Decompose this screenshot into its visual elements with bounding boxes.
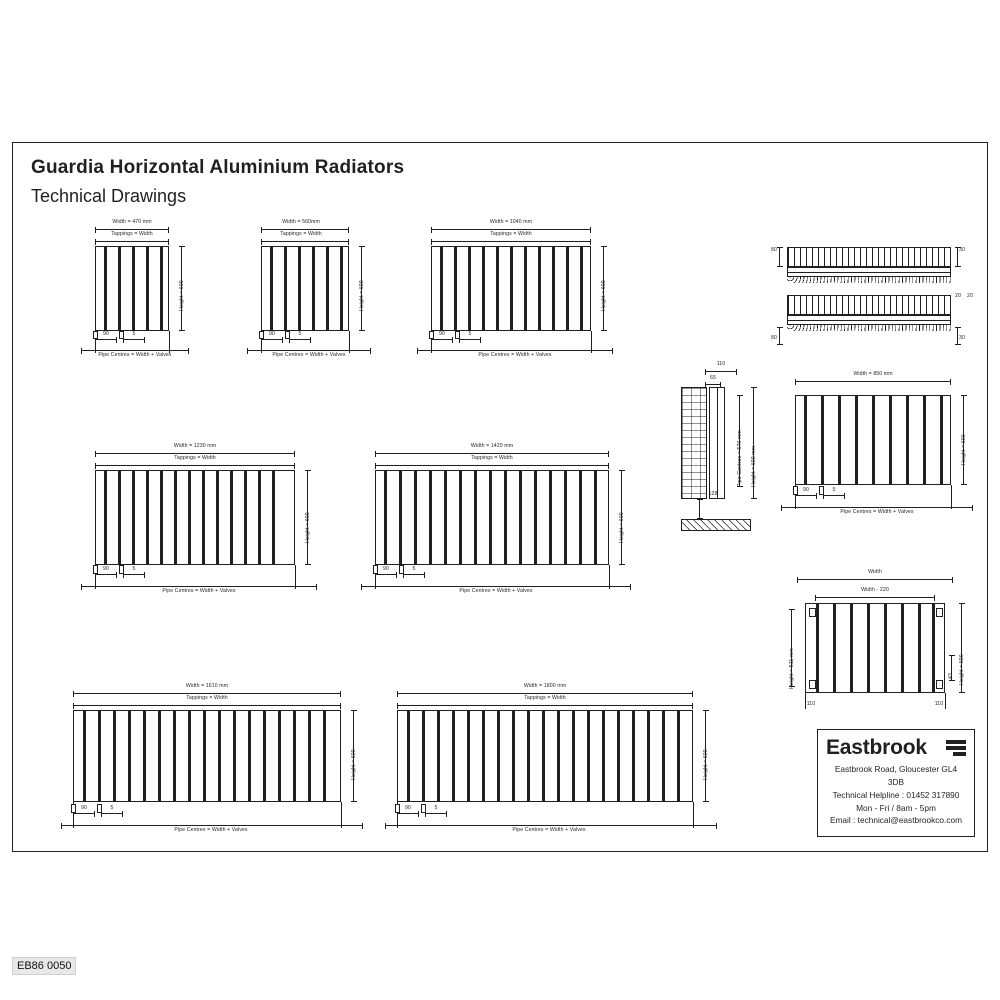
page-title: Guardia Horizontal Aluminium Radiators — [31, 157, 405, 178]
wall-bottom-dim-label: 128 — [708, 491, 718, 497]
front-view-1230 — [75, 443, 335, 593]
detail-height-left-label: Height = 511 mm — [789, 648, 795, 689]
front-view-1420 — [355, 443, 645, 593]
offset-right-dimension — [425, 813, 447, 814]
width-label: Width = 1040 mm — [489, 219, 533, 225]
height-label: Height = 600 — [961, 434, 967, 465]
tappings-dimension — [95, 241, 169, 242]
pipe-centres-label: Pipe Centres = Width + Valves — [478, 352, 552, 358]
radiator-body — [95, 470, 295, 565]
radiator-body — [431, 246, 591, 331]
offset-right-dimension — [101, 813, 123, 814]
radiator-body — [805, 603, 945, 693]
offset-right-dimension — [403, 574, 425, 575]
valve-right — [819, 486, 824, 495]
offset-right-dimension — [289, 339, 311, 340]
pipe-centres-label: Pipe Centres = Width + Valves — [174, 827, 248, 833]
tappings-label: Tappings = Width — [490, 231, 532, 237]
pipe-centres-label: Pipe Centres = Width + Valves — [459, 588, 533, 594]
valve-right — [119, 565, 124, 574]
offset-left-label: 90 — [103, 566, 109, 572]
valve-left — [373, 565, 378, 574]
drawing-code: EB86 0050 — [12, 957, 76, 975]
valve-left — [71, 804, 76, 813]
radiator-fins — [806, 604, 944, 692]
bracket-top-right — [936, 608, 943, 617]
offset-left-label: 90 — [803, 487, 809, 493]
top-view-left-dim-lower: 80 — [771, 335, 777, 341]
page-subtitle: Technical Drawings — [31, 186, 187, 206]
offset-left-dimension — [95, 339, 117, 340]
height-label: Height = 600 — [619, 512, 625, 543]
top-view-group — [765, 239, 977, 365]
radiator-body — [397, 710, 693, 802]
top-view-fins-lower — [787, 295, 951, 315]
tappings-dimension — [261, 241, 349, 242]
offset-right-label: 5 — [132, 331, 136, 337]
brand-row — [826, 736, 966, 760]
detail-height-right-label: Height = 600 — [959, 654, 965, 685]
offset-left-dimension — [261, 339, 283, 340]
offset-right-dimension — [123, 339, 145, 340]
wall-top-dim-label: 110 — [716, 361, 726, 367]
floor-hatch — [681, 519, 751, 531]
pipe-centres-label: Pipe Centres = 570 mm — [737, 430, 743, 487]
offset-left-dimension — [73, 813, 95, 814]
width-dimension — [95, 453, 295, 454]
front-view-1800 — [383, 683, 713, 835]
top-view-fins-upper — [787, 247, 951, 267]
valve-right — [285, 331, 290, 339]
detail-width-minus-label: Width - 220 — [861, 587, 889, 593]
top-view-scallop-lower — [787, 325, 951, 331]
radiator-body — [261, 246, 349, 331]
wall-sub-dimension — [705, 384, 721, 385]
offset-left-dimension — [375, 574, 397, 575]
width-label: Width = 560mm — [282, 219, 320, 225]
wall-sub-dim-label: 65 — [710, 375, 716, 381]
offset-right-dimension — [459, 339, 481, 340]
top-view-right-dim-lower: 30 — [959, 335, 965, 341]
radiator-fins — [432, 247, 590, 330]
valve-right — [119, 331, 124, 339]
front-view-470 — [75, 219, 235, 359]
pipe-centres-dimension — [247, 350, 371, 351]
radiator-fins — [96, 471, 294, 564]
bracket-bottom-right — [936, 680, 943, 689]
top-view-left-dim-upper: 80 — [771, 247, 777, 253]
front-view-560 — [241, 219, 411, 359]
radiator-fins — [376, 471, 608, 564]
radiator-body — [73, 710, 341, 802]
offset-left-label: 90 — [269, 331, 275, 337]
detail-bracket-dim-label: 43 — [948, 673, 954, 679]
wall-hatch — [681, 387, 707, 499]
top-view-left-dimension-lower — [779, 327, 780, 345]
offset-left-dimension — [397, 813, 419, 814]
radiator-fins — [74, 711, 340, 801]
height-label: Height = 600 — [351, 749, 357, 780]
tappings-label: Tappings = Width — [280, 231, 322, 237]
valve-right — [455, 331, 460, 339]
detail-bottom-left-label: 110 — [806, 701, 816, 707]
top-view-right-dimension-upper — [957, 247, 958, 267]
detail-bracket-dimension — [951, 655, 952, 681]
offset-left-label: 90 — [383, 566, 389, 572]
offset-right-label: 5 — [298, 331, 302, 337]
offset-right-dimension — [123, 574, 145, 575]
top-view-core-upper — [787, 267, 951, 277]
company-email: Email : technical@eastbrookco.com — [829, 815, 962, 826]
bracket-bottom-left — [809, 680, 816, 689]
radiator-body — [95, 246, 169, 331]
eastbrook-logo-icon — [946, 740, 966, 756]
top-view-left-dimension-upper — [779, 247, 780, 267]
offset-left-label: 90 — [81, 805, 87, 811]
pipe-centres-label: Pipe Centres = Width + Valves — [512, 827, 586, 833]
company-name: Eastbrook — [826, 736, 927, 759]
offset-right-dimension — [823, 495, 845, 496]
detail-bottom-right-label: 110 — [934, 701, 944, 707]
top-view-right-dim-upper: 30 — [959, 247, 965, 253]
height-label: Height = 600 — [179, 280, 185, 311]
pipe-centres-dimension — [81, 350, 189, 351]
width-label: Width = 1420 mm — [470, 443, 514, 449]
pipe-centres-dimension — [781, 507, 973, 508]
technical-drawing-sheet — [12, 142, 988, 852]
pipe-centres-label: Pipe Centres = Width + Valves — [98, 352, 172, 358]
valve-right — [421, 804, 426, 813]
valve-left — [429, 331, 434, 339]
width-dimension — [397, 693, 693, 694]
pipe-centres-dimension — [385, 825, 717, 826]
pipe-centres-label: Pipe Centres = Width + Valves — [272, 352, 346, 358]
offset-right-label: 5 — [132, 566, 136, 572]
detail-width-label: Width — [868, 569, 882, 575]
tappings-dimension — [375, 465, 609, 466]
pipe-centres-dimension — [61, 825, 363, 826]
radiator-section-centreline — [717, 387, 718, 499]
width-dimension — [431, 229, 591, 230]
top-view-mid-dim-b: 20 — [967, 293, 973, 299]
height-label: Height = 600 — [305, 512, 311, 543]
top-view-right-dimension-lower — [957, 327, 958, 345]
width-dimension — [261, 229, 349, 230]
height-label: Height = 600 mm — [751, 445, 757, 487]
company-info-block — [817, 729, 975, 837]
offset-left-dimension — [431, 339, 453, 340]
tappings-label: Tappings = Width — [186, 695, 228, 701]
front-view-1040 — [411, 219, 641, 359]
detail-ext-right — [945, 693, 946, 709]
front-view-1610 — [59, 683, 359, 835]
valve-left — [93, 565, 98, 574]
valve-right — [97, 804, 102, 813]
width-label: Width = 850 mm — [853, 371, 893, 377]
height-label: Height = 600 — [601, 280, 607, 311]
offset-left-label: 90 — [405, 805, 411, 811]
width-dimension — [73, 693, 341, 694]
company-address: Eastbrook Road, Gloucester GL4 3DB — [834, 764, 958, 787]
offset-right-label: 5 — [434, 805, 438, 811]
top-view-mid-dim-a: 20 — [955, 293, 961, 299]
offset-left-label: 90 — [103, 331, 109, 337]
ext-line-right — [951, 485, 952, 509]
radiator-fins — [398, 711, 692, 801]
bracket-detail-view — [775, 569, 980, 721]
width-label: Width = 1230 mm — [173, 443, 217, 449]
offset-right-label: 5 — [412, 566, 416, 572]
pipe-centres-label: Pipe Centres = Width + Valves — [162, 588, 236, 594]
radiator-body — [375, 470, 609, 565]
tappings-label: Tappings = Width — [111, 231, 153, 237]
valve-left — [259, 331, 264, 339]
tappings-dimension — [95, 465, 295, 466]
detail-ext-left — [805, 693, 806, 709]
width-dimension — [95, 229, 169, 230]
valve-right — [399, 565, 404, 574]
radiator-fins — [96, 247, 168, 330]
contact-details — [826, 763, 966, 827]
height-label: Height = 600 — [703, 749, 709, 780]
radiator-fins — [796, 396, 950, 484]
pipe-centres-dimension — [81, 586, 317, 587]
valve-left — [395, 804, 400, 813]
offset-left-label: 90 — [439, 331, 445, 337]
company-hours: Mon - Fri / 8am - 5pm — [856, 802, 936, 813]
offset-right-label: 5 — [110, 805, 114, 811]
height-label: Height = 600 — [359, 280, 365, 311]
pipe-centres-label: Pipe Centres = Width + Valves — [840, 509, 914, 515]
tappings-label: Tappings = Width — [471, 455, 513, 461]
top-view-scallop-upper — [787, 277, 951, 283]
wall-section-view — [669, 361, 769, 661]
offset-left-dimension — [95, 574, 117, 575]
radiator-body — [795, 395, 951, 485]
tappings-dimension — [397, 705, 693, 706]
valve-left — [793, 486, 798, 495]
company-helpline: Technical Helpline : 01452 317890 — [832, 789, 960, 800]
radiator-fins — [262, 247, 348, 330]
pipe-centres-dimension — [417, 350, 613, 351]
width-label: Width = 1800 mm — [523, 683, 567, 689]
top-view-core-lower — [787, 315, 951, 325]
width-dimension — [795, 381, 951, 382]
front-view-850 — [775, 371, 980, 521]
width-label: Width = 1610 mm — [185, 683, 229, 689]
offset-left-dimension — [795, 495, 817, 496]
detail-width-dimension — [797, 579, 953, 580]
offset-right-label: 5 — [832, 487, 836, 493]
valve-left — [93, 331, 98, 339]
width-dimension — [375, 453, 609, 454]
detail-width-minus-dimension — [815, 597, 935, 598]
tappings-dimension — [73, 705, 341, 706]
tappings-label: Tappings = Width — [174, 455, 216, 461]
wall-bottom-dimension — [699, 499, 700, 519]
offset-right-label: 5 — [468, 331, 472, 337]
tappings-dimension — [431, 241, 591, 242]
width-label: Width = 470 mm — [112, 219, 152, 225]
bracket-top-left — [809, 608, 816, 617]
tappings-label: Tappings = Width — [524, 695, 566, 701]
pipe-centres-dimension — [361, 586, 631, 587]
wall-top-dimension — [705, 371, 737, 372]
